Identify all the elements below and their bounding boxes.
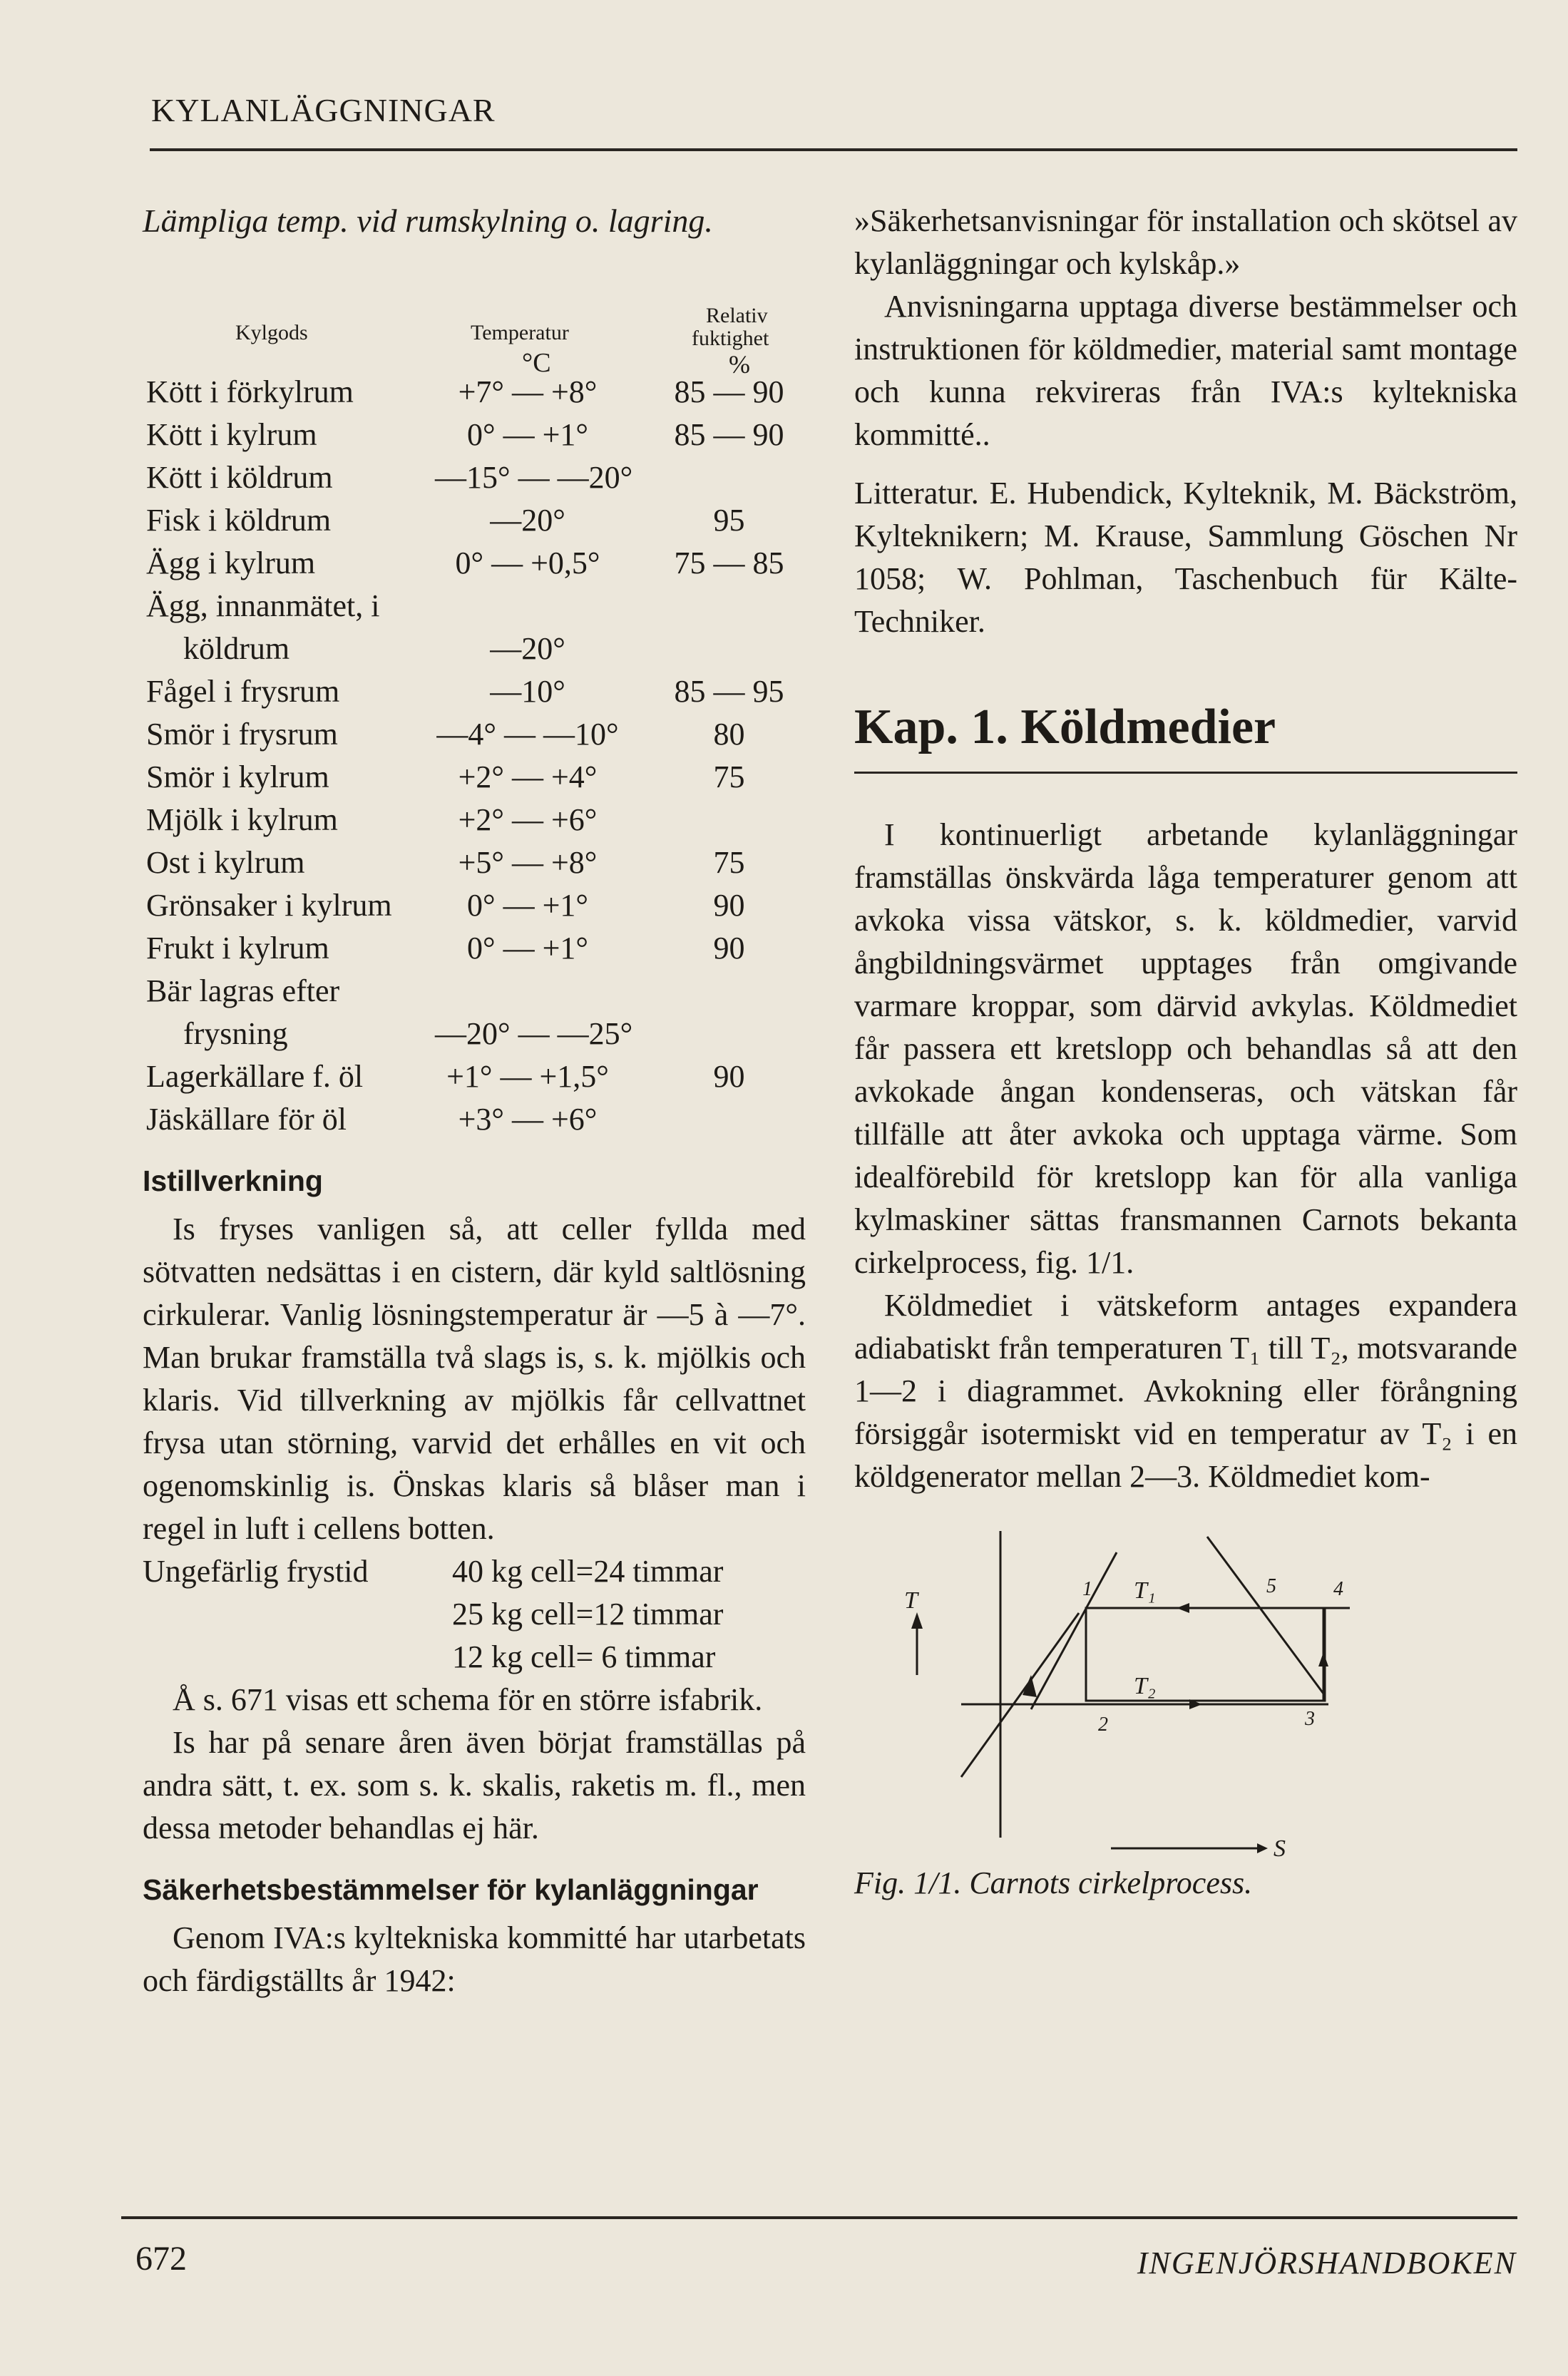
sakerhet-para2: »Säkerhetsanvisningar för installation och skötsel av kylanläggningar och kylskåp.» — [854, 203, 1517, 281]
table-row — [143, 884, 806, 927]
istillverkning-para1: Is fryses vanligen så, att celler fyllda med sötvatten nedsättas i en cistern, där kyld saltlösning cirkulerar. Vanlig lösningstemperatur är —5 à —7°. Man brukar framställa två slags is, s. k. mjölkis och klaris. Vid tillverkning av mjölkis får cellvattnet frysa utan störning, varvid det erhålles en vit och ogenomskinlig is. Önskas klaris så blåser man i regel in luft i cellens botten. — [143, 1212, 806, 1546]
istillverkning-heading: Istillverkning — [143, 1164, 323, 1197]
table-row — [143, 713, 806, 756]
left-column — [143, 200, 806, 2002]
goods-cell: Ost i kylrum — [146, 845, 305, 880]
temperature-cell: —20° — —25° — [435, 1016, 633, 1051]
col-temp-header: Temperatur — [471, 321, 569, 344]
temperature-cell: 0° — +1° — [466, 931, 588, 966]
goods-cell: Ägg, innanmätet, i — [146, 588, 380, 623]
table-row — [143, 456, 806, 499]
goods-cell: Lagerkällare f. öl — [146, 1059, 364, 1094]
point-3-label: 3 — [1305, 1708, 1315, 1730]
humidity-cell: 85 — 95 — [674, 674, 784, 709]
temperature-cell: 0° — +1° — [466, 888, 588, 923]
col-humidity-unit: % — [729, 350, 750, 379]
temperature-cell: +7° — +8° — [458, 374, 598, 409]
temperature-cell: +5° — +8° — [458, 845, 598, 880]
figure-caption: Fig. 1/1. Carnots cirkelprocess. — [854, 1865, 1253, 1900]
goods-cell: Frukt i kylrum — [146, 931, 329, 966]
expansion-arrowhead — [1023, 1675, 1037, 1697]
chapter-para1: I kontinuerligt arbetande kylanläggningar framställas önskvärda låga temperaturer genom att avkoka vissa vätskor, s. k. köldmedier, varvid ångbildningsvärmet upptages från omgivande varmare kroppar, som därvid avkylas. Köldmediet får passera ett kretslopp och behandlas så att den avkokade ångan kondenseras, och vätskan får tillfälle att åter avkoka och upptaga värme. Som idealförebild för kretslopp kan för alla vanliga kylmaskiner sättas fransmannen Carnots bekanta cirkelprocess, fig. 1/1. — [854, 817, 1517, 1280]
top-arrowhead — [1177, 1603, 1189, 1613]
goods-cell: Mjölk i kylrum — [146, 802, 338, 837]
footer-rule — [121, 2216, 1517, 2219]
compression-arrowhead — [1318, 1652, 1328, 1666]
humidity-cell: 75 — [713, 759, 745, 794]
carnot-diagram-svg — [854, 1524, 1517, 1859]
table-body — [143, 371, 806, 1141]
table-row — [143, 799, 806, 841]
t1-label: T₁ — [1134, 1577, 1156, 1604]
temperature-cell: —4° — —10° — [436, 717, 619, 752]
humidity-cell: 80 — [713, 717, 745, 752]
litteratur-para: Litteratur. E. Hubendick, Kylteknik, M. Bäckström, Kylteknikern; M. Krause, Sammlung Göschen Nr 1058; W. Pohlman, Taschenbuch für Kälte-Techniker. — [854, 476, 1517, 639]
goods-cell: Kött i kylrum — [146, 417, 317, 452]
table-row — [143, 1055, 806, 1098]
temperature-cell: —15° — —20° — [435, 460, 633, 495]
t-arrowhead — [911, 1612, 923, 1629]
sakerhet-para3: Anvisningarna upptaga diverse bestämmelser och instruktionen för köldmedier, material samt montage och kunna rekvireras från IVA:s kyltekniska kommitté.. — [854, 289, 1517, 452]
goods-cell: Jäskällare för öl — [146, 1102, 347, 1137]
table-header — [143, 251, 806, 379]
temperature-cell: —10° — [490, 674, 565, 709]
temperature-cell: +1° — +1,5° — [446, 1059, 609, 1094]
humidity-cell: 90 — [713, 888, 745, 923]
goods-cell: Bär lagras efter — [146, 973, 340, 1008]
table-row — [143, 585, 806, 628]
humidity-cell: 90 — [713, 931, 745, 966]
header-rule — [150, 148, 1517, 151]
goods-cell: Grönsaker i kylrum — [146, 888, 392, 923]
t2-label: T₂ — [1134, 1673, 1156, 1699]
vapour-line — [1207, 1537, 1323, 1694]
point-4-label: 4 — [1333, 1578, 1343, 1600]
goods-cell: frysning — [183, 1016, 288, 1051]
humidity-cell: 95 — [713, 503, 745, 538]
t-axis-label: T — [904, 1587, 918, 1614]
goods-cell: Smör i frysrum — [146, 717, 338, 752]
temperature-cell: +2° — +6° — [458, 802, 598, 837]
col-humidity-header-1: Relativ — [706, 304, 768, 327]
goods-cell: Smör i kylrum — [146, 759, 329, 794]
goods-cell: köldrum — [183, 631, 290, 666]
table-row — [143, 927, 806, 970]
goods-cell: Ägg i kylrum — [146, 546, 316, 580]
s-axis-label: S — [1274, 1835, 1286, 1859]
humidity-cell: 85 — 90 — [674, 417, 784, 452]
goods-cell: Fågel i frysrum — [146, 674, 340, 709]
table-row — [143, 756, 806, 799]
freeze-time-row: 12 kg cell= 6 timmar — [452, 1639, 716, 1674]
chapter-rule — [854, 772, 1517, 774]
point-5-label: 5 — [1266, 1575, 1276, 1597]
temperature-cell: 0° — +0,5° — [455, 546, 600, 580]
temperature-cell: +2° — +4° — [458, 759, 598, 794]
book-title: INGENJÖRSHANDBOKEN — [1137, 2246, 1517, 2280]
humidity-cell: 85 — 90 — [674, 374, 784, 409]
carnot-cycle-rectangle — [1086, 1608, 1325, 1701]
sakerhet-heading: Säkerhetsbestämmelser för kylanläggningar — [143, 1873, 759, 1906]
temperature-cell: +3° — +6° — [458, 1102, 598, 1137]
col-temp-unit: °C — [522, 348, 551, 378]
running-head: KYLANLÄGGNINGAR — [151, 92, 496, 128]
table-row — [143, 970, 806, 1013]
chapter-para2: Köldmediet i vätskeform antages expandera adiabatiskt från temperaturen T₁ till T₂, motsvarande 1—2 i diagrammet. Avkokning eller förångning försiggår isotermiskt vid en temperatur av T₂ i en köldgenerator mellan 2—3. Köldmediet kom- — [854, 1288, 1517, 1494]
point-1-label: 1 — [1082, 1578, 1092, 1600]
arrowheads — [911, 1603, 1328, 1853]
temperature-cell: 0° — +1° — [466, 417, 588, 452]
table-row — [143, 542, 806, 585]
table-row — [143, 371, 806, 414]
table-row — [143, 499, 806, 542]
sakerhet-para1: Genom IVA:s kyltekniska kommitté har utarbetats och färdigställts år 1942: — [143, 1920, 806, 1998]
freeze-time-row: 25 kg cell=12 timmar — [452, 1597, 724, 1632]
istillverkning-para3: Is har på senare åren även börjat framställas på andra sätt, t. ex. som s. k. skalis, raketis m. fl., men dessa metoder behandlas ej här. — [143, 1725, 806, 1845]
humidity-cell: 75 — [713, 845, 745, 880]
freeze-time-row: 40 kg cell=24 timmar — [452, 1554, 724, 1589]
page-number: 672 — [135, 2240, 187, 2278]
point-2-label: 2 — [1098, 1714, 1108, 1736]
table-row — [143, 670, 806, 713]
carnot-diagram — [854, 1524, 1517, 1859]
goods-cell: Fisk i köldrum — [146, 503, 332, 538]
freeze-times — [143, 1550, 806, 1679]
table-row — [143, 1013, 806, 1055]
table-row — [143, 628, 806, 670]
temperature-cell: —20° — [490, 503, 565, 538]
liquid-line — [1031, 1552, 1117, 1709]
right-column — [854, 200, 1517, 1905]
goods-cell: Kött i köldrum — [146, 460, 333, 495]
table-row — [143, 414, 806, 456]
freeze-label: Ungefärlig frystid — [143, 1554, 369, 1589]
goods-cell: Kött i förkylrum — [146, 374, 354, 409]
humidity-cell: 90 — [713, 1059, 745, 1094]
istillverkning-para2: Å s. 671 visas ett schema för en större isfabrik. — [173, 1682, 763, 1717]
table-row — [143, 1098, 806, 1141]
table-title: Lämpliga temp. vid rumskylning o. lagring. — [143, 203, 713, 239]
table-row — [143, 841, 806, 884]
humidity-cell: 75 — 85 — [674, 546, 784, 580]
col-goods-header: Kylgods — [235, 321, 308, 344]
chapter-title: Kap. 1. Köldmedier — [854, 700, 1276, 754]
temperature-cell: —20° — [490, 631, 565, 666]
s-arrowhead — [1257, 1843, 1268, 1853]
expansion-line — [961, 1613, 1079, 1777]
col-humidity-header-2: fuktighet — [692, 327, 769, 350]
